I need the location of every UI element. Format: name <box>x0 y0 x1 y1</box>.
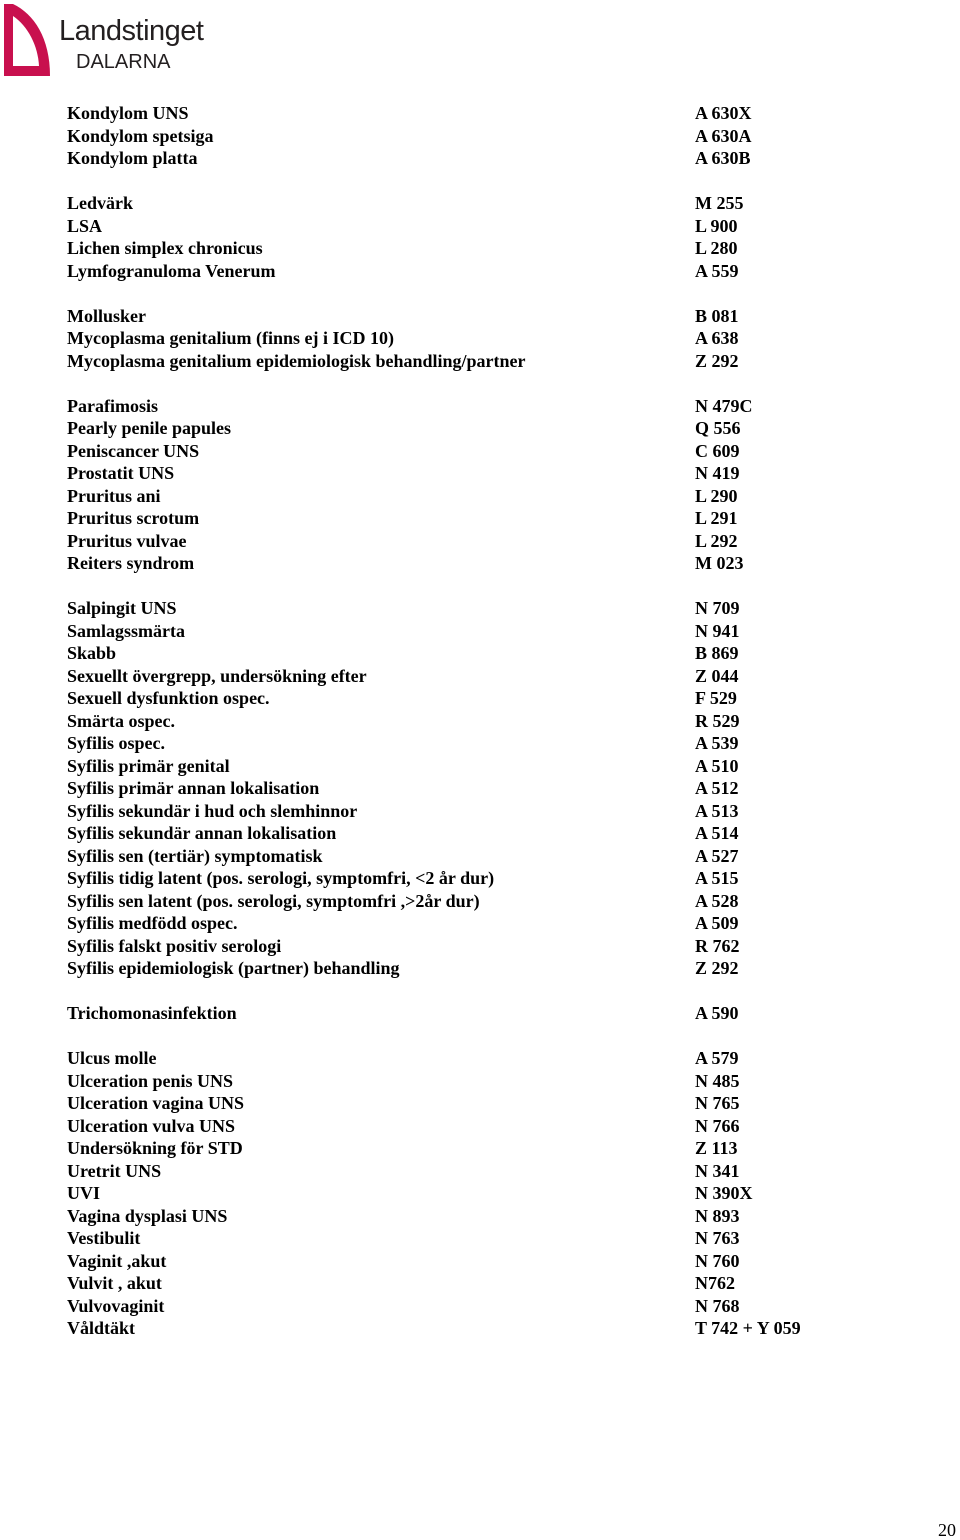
code-row <box>67 215 927 238</box>
code-group <box>67 102 927 170</box>
code-row <box>67 1137 927 1160</box>
diagnosis-code: N 479C <box>695 395 753 416</box>
code-row <box>67 890 927 913</box>
diagnosis-term: Ulcus molle <box>67 1048 157 1068</box>
code-row <box>67 260 927 283</box>
diagnosis-code: B 869 <box>695 643 739 663</box>
code-row <box>67 822 927 845</box>
code-row <box>67 912 927 935</box>
code-row <box>67 620 927 643</box>
diagnosis-code: A 515 <box>695 868 739 888</box>
code-row <box>67 935 927 958</box>
diagnosis-term: Smärta ospec. <box>67 710 175 731</box>
diagnosis-code: N 419 <box>695 463 740 483</box>
code-row <box>67 192 927 215</box>
code-row <box>67 1317 927 1340</box>
organization-logo <box>4 4 204 76</box>
code-row <box>67 755 927 778</box>
code-row <box>67 867 927 890</box>
diagnosis-term: UVI <box>67 1183 101 1203</box>
diagnosis-code: A 510 <box>695 755 739 776</box>
diagnosis-term: Trichomonasinfektion <box>67 1003 237 1023</box>
diagnosis-term: Syfilis epidemiologisk (partner) behandling <box>67 958 400 978</box>
diagnosis-term: Lichen simplex chronicus <box>67 238 263 258</box>
diagnosis-code: L 291 <box>695 508 738 528</box>
diagnosis-code: L 280 <box>695 238 738 258</box>
diagnosis-term: Mycoplasma genitalium epidemiologisk behandling/partner <box>67 350 526 371</box>
diagnosis-term: Ulceration penis UNS <box>67 1070 233 1091</box>
code-row <box>67 845 927 868</box>
code-row <box>67 1205 927 1228</box>
code-row <box>67 305 927 328</box>
diagnosis-term: Mollusker <box>67 305 146 326</box>
diagnosis-code: R 529 <box>695 710 740 731</box>
code-row <box>67 125 927 148</box>
diagnosis-code: N 341 <box>695 1160 740 1181</box>
diagnosis-term: Lymfogranuloma Venerum <box>67 260 276 281</box>
diagnosis-code: A 630A <box>695 125 752 146</box>
code-group <box>67 597 927 980</box>
diagnosis-term: Vestibulit <box>67 1228 141 1248</box>
diagnosis-code: L 290 <box>695 485 738 506</box>
diagnosis-term: Skabb <box>67 643 117 663</box>
diagnosis-code: M 255 <box>695 193 744 213</box>
diagnosis-term: Kondylom UNS <box>67 103 189 123</box>
diagnosis-code: Z 292 <box>695 958 739 978</box>
diagnosis-code: A 539 <box>695 733 739 753</box>
diagnosis-code: A 512 <box>695 778 739 798</box>
diagnosis-term: Samlagssmärta <box>67 620 185 641</box>
diagnosis-code: Q 556 <box>695 418 741 438</box>
diagnosis-code: N762 <box>695 1273 735 1293</box>
diagnosis-term: Vaginit ,akut <box>67 1250 167 1271</box>
code-row <box>67 710 927 733</box>
diagnosis-code: L 292 <box>695 530 738 551</box>
diagnosis-term: Pruritus scrotum <box>67 508 200 528</box>
page-number: 20 <box>938 1520 956 1540</box>
diagnosis-term: Kondylom platta <box>67 148 198 168</box>
code-row <box>67 732 927 755</box>
logo-mark-icon <box>4 4 54 76</box>
code-row <box>67 957 927 980</box>
diagnosis-term: Vulvovaginit <box>67 1295 165 1316</box>
code-row <box>67 102 927 125</box>
code-row <box>67 485 927 508</box>
code-group <box>67 395 927 575</box>
diagnosis-code: N 709 <box>695 598 740 618</box>
diagnosis-term: Reiters syndrom <box>67 553 195 573</box>
code-row <box>67 462 927 485</box>
diagnosis-term: Syfilis sekundär annan lokalisation <box>67 823 337 843</box>
diagnosis-term: Syfilis falskt positiv serologi <box>67 935 282 956</box>
diagnosis-code: R 762 <box>695 935 740 956</box>
diagnosis-code: N 390X <box>695 1183 753 1203</box>
code-group <box>67 192 927 282</box>
diagnosis-code: F 529 <box>695 688 737 708</box>
logo-text-region: DALARNA <box>76 51 171 73</box>
diagnosis-term: Syfilis sen latent (pos. serologi, symptomfri ,>2år dur) <box>67 890 480 911</box>
diagnosis-term: Vagina dysplasi UNS <box>67 1205 228 1226</box>
diagnosis-term: Prostatit UNS <box>67 463 175 483</box>
diagnosis-code: A 590 <box>695 1003 739 1023</box>
code-row <box>67 1092 927 1115</box>
diagnosis-code: N 485 <box>695 1070 740 1091</box>
diagnosis-term: Syfilis primär genital <box>67 755 230 776</box>
code-group <box>67 1047 927 1340</box>
code-row <box>67 1115 927 1138</box>
diagnosis-term: Sexuellt övergrepp, undersökning efter <box>67 665 367 686</box>
code-row <box>67 530 927 553</box>
diagnosis-code: N 765 <box>695 1093 740 1113</box>
diagnosis-code: M 023 <box>695 553 744 573</box>
code-row <box>67 1047 927 1070</box>
code-group <box>67 305 927 373</box>
code-row <box>67 1070 927 1093</box>
code-row <box>67 597 927 620</box>
code-row <box>67 687 927 710</box>
code-group <box>67 1002 927 1025</box>
diagnosis-term: Ledvärk <box>67 193 134 213</box>
diagnosis-code: A 579 <box>695 1048 739 1068</box>
diagnosis-term: Syfilis primär annan lokalisation <box>67 778 320 798</box>
diagnosis-term: Mycoplasma genitalium (finns ej i ICD 10) <box>67 328 394 348</box>
diagnosis-code: A 528 <box>695 890 739 911</box>
code-row <box>67 665 927 688</box>
diagnosis-code: A 630B <box>695 148 751 168</box>
diagnosis-term: Parafimosis <box>67 395 158 416</box>
diagnosis-code: A 509 <box>695 913 739 933</box>
diagnosis-term: Ulceration vagina UNS <box>67 1093 244 1113</box>
diagnosis-term: Sexuell dysfunktion ospec. <box>67 688 270 708</box>
code-row <box>67 642 927 665</box>
diagnosis-term: Uretrit UNS <box>67 1160 162 1181</box>
diagnosis-term: Våldtäkt <box>67 1318 136 1338</box>
diagnosis-term: Syfilis sen (tertiär) symptomatisk <box>67 845 323 866</box>
diagnosis-code: L 900 <box>695 215 738 236</box>
diagnosis-code: Z 292 <box>695 350 739 371</box>
diagnosis-term: Salpingit UNS <box>67 598 177 618</box>
diagnosis-code: A 630X <box>695 103 752 123</box>
diagnosis-code: A 527 <box>695 845 739 866</box>
diagnosis-term: Pearly penile papules <box>67 418 232 438</box>
code-row <box>67 440 927 463</box>
diagnosis-term: Syfilis ospec. <box>67 733 166 753</box>
diagnosis-code-list <box>67 102 927 1362</box>
code-row <box>67 1227 927 1250</box>
diagnosis-term: Pruritus ani <box>67 485 161 506</box>
diagnosis-code: N 893 <box>695 1205 740 1226</box>
logo-text-name: Landstinget <box>59 15 204 47</box>
code-row <box>67 1295 927 1318</box>
diagnosis-code: N 760 <box>695 1250 740 1271</box>
diagnosis-term: LSA <box>67 215 103 236</box>
diagnosis-code: N 766 <box>695 1115 740 1136</box>
code-row <box>67 237 927 260</box>
diagnosis-code: A 513 <box>695 800 739 821</box>
diagnosis-code: A 638 <box>695 328 739 348</box>
code-row <box>67 350 927 373</box>
diagnosis-code: C 609 <box>695 440 740 461</box>
diagnosis-term: Syfilis tidig latent (pos. serologi, symptomfri, <2 år dur) <box>67 868 495 888</box>
code-row <box>67 1160 927 1183</box>
diagnosis-code: A 514 <box>695 823 739 843</box>
diagnosis-code: A 559 <box>695 260 739 281</box>
diagnosis-code: N 941 <box>695 620 740 641</box>
diagnosis-code: N 763 <box>695 1228 740 1248</box>
code-row <box>67 1272 927 1295</box>
code-row <box>67 552 927 575</box>
diagnosis-term: Undersökning för STD <box>67 1138 243 1158</box>
code-row <box>67 1250 927 1273</box>
diagnosis-term: Ulceration vulva UNS <box>67 1115 235 1136</box>
diagnosis-term: Syfilis sekundär i hud och slemhinnor <box>67 800 358 821</box>
diagnosis-code: T 742 + Y 059 <box>695 1318 801 1338</box>
code-row <box>67 147 927 170</box>
code-row <box>67 777 927 800</box>
code-row <box>67 507 927 530</box>
code-row <box>67 327 927 350</box>
code-row <box>67 1002 927 1025</box>
diagnosis-code: Z 044 <box>695 665 739 686</box>
diagnosis-code: Z 113 <box>695 1138 738 1158</box>
code-row <box>67 1182 927 1205</box>
diagnosis-code: N 768 <box>695 1295 740 1316</box>
diagnosis-term: Vulvit , akut <box>67 1273 162 1293</box>
diagnosis-term: Kondylom spetsiga <box>67 125 214 146</box>
diagnosis-code: B 081 <box>695 305 739 326</box>
code-row <box>67 395 927 418</box>
code-row <box>67 800 927 823</box>
code-row <box>67 417 927 440</box>
diagnosis-term: Syfilis medfödd ospec. <box>67 913 238 933</box>
diagnosis-term: Peniscancer UNS <box>67 440 200 461</box>
diagnosis-term: Pruritus vulvae <box>67 530 187 551</box>
